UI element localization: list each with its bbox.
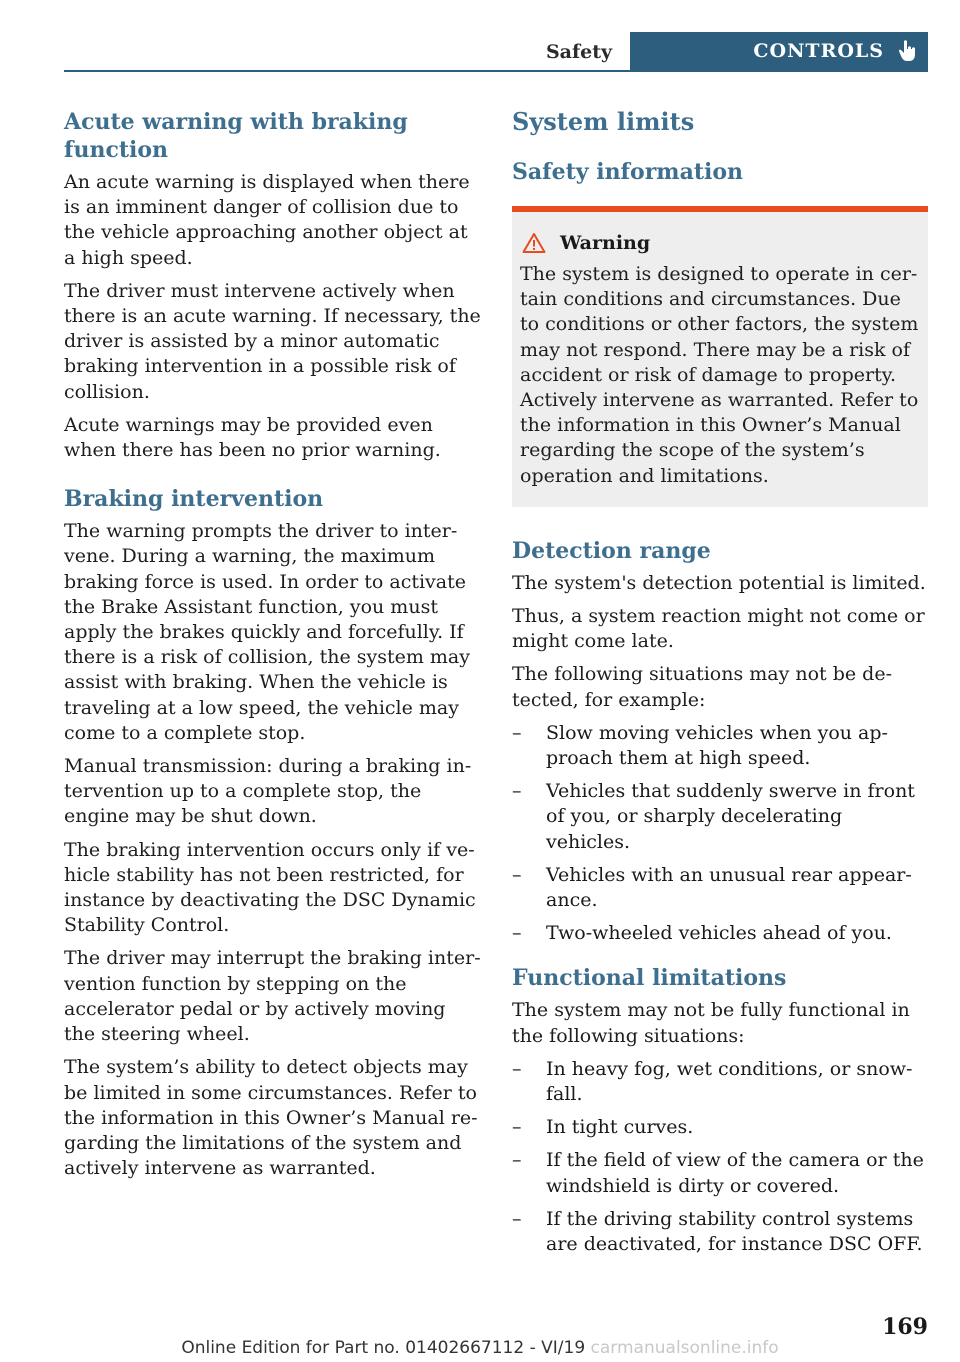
hand-pointer-icon	[898, 39, 918, 63]
detection-paragraph-2: Thus, a system reaction might not come or might come late.	[512, 605, 925, 653]
footer-edition	[0, 1338, 960, 1358]
left-column	[64, 100, 482, 1189]
list-item: – In tight curves.	[512, 1116, 694, 1139]
braking-paragraph-2: Manual transmission: during a braking intervention up to a complete stop, the engine may be shut down.	[64, 755, 472, 828]
watermark-text: carmanualsonline.info	[590, 1338, 779, 1358]
page-number: 169	[882, 1314, 928, 1340]
list-item: – If the driving stability control systems are deactivated, for instance DSC OFF.	[512, 1207, 923, 1256]
list-item: – Vehicles that suddenly swerve in front of you, or sharply decelerating vehicles.	[512, 780, 915, 853]
acute-warning-paragraph-1: An acute warning is displayed when there is an imminent danger of collision due to the vehicle approaching another object at a high speed.	[64, 171, 470, 269]
detection-range-heading: Detection range	[512, 537, 711, 564]
list-item: – Vehicles with an unusual rear appearance.	[512, 863, 912, 912]
detection-paragraph-3: The following situations may not be detected, for example:	[512, 663, 892, 711]
edition-text: Online Edition for Part no. 01402667112 - VI/19	[181, 1338, 586, 1358]
detection-list	[512, 721, 928, 947]
functional-list	[512, 1057, 928, 1257]
warning-text: The system is designed to operate in certain conditions and circumstances. Due to conditions or other factors, the system may not respond. There may be a risk of accident or risk of damage to property. Actively intervene as warranted. Refer to the information in this Owner’s Manual regarding the scope of the system’s operation and limitations.	[520, 263, 919, 487]
warning-box	[512, 206, 928, 507]
header-chapter-label: CONTROLS	[753, 40, 884, 62]
functional-paragraph-1: The system may not be fully functional in the following situations:	[512, 999, 910, 1047]
header-section-title: Safety	[545, 41, 613, 63]
functional-limitations-heading: Functional limitations	[512, 965, 787, 992]
braking-paragraph-1: The warning prompts the driver to intervene. During a warning, the maximum braking force is used. In order to activate the Brake Assistant function, you must apply the brakes quickly and forcefully. If there is a risk of collision, the system may assist with braking. When the vehicle is traveling at a low speed, the vehicle may come to a complete stop.	[64, 520, 470, 744]
braking-intervention-heading: Braking intervention	[64, 486, 324, 513]
braking-paragraph-4: The driver may interrupt the braking intervention function by stepping on the accelerator pedal or by actively moving the steering wheel.	[64, 947, 481, 1046]
list-item: – If the field of view of the camera or the windshield is dirty or covered.	[512, 1149, 924, 1197]
warning-triangle-icon	[522, 232, 546, 254]
list-item: – Slow moving vehicles when you approach them at high speed.	[512, 721, 888, 770]
list-item: – In heavy fog, wet conditions, or snowfall.	[512, 1057, 913, 1106]
detection-paragraph-1: The system's detection potential is limited.	[512, 571, 926, 594]
header-chapter-tab	[630, 32, 928, 70]
right-column	[512, 100, 928, 1265]
list-item: – Two-wheeled vehicles ahead of you.	[512, 922, 892, 945]
header-rule	[64, 70, 928, 72]
warning-title	[520, 230, 920, 256]
system-limits-heading: System limits	[512, 107, 695, 136]
warning-title-text: Warning	[560, 232, 651, 254]
acute-warning-heading: Acute warning with braking function	[64, 109, 408, 163]
acute-warning-paragraph-3: Acute warnings may be provided even when there has been no prior warning.	[64, 413, 441, 462]
safety-information-heading: Safety information	[512, 159, 744, 185]
braking-paragraph-3: The braking intervention occurs only if vehicle stability has not been restricted, for instance by deactivating the DSC Dynamic Stability Control.	[64, 838, 476, 937]
braking-paragraph-5: The system’s ability to detect objects may be limited in some circumstances. Refer to the information in this Owner’s Manual regarding the limitations of the system and actively intervene as warranted.	[64, 1056, 478, 1180]
acute-warning-paragraph-2: The driver must intervene actively when there is an acute warning. If necessary, the driver is assisted by a minor automatic braking intervention in a possible risk of collision.	[64, 279, 481, 403]
